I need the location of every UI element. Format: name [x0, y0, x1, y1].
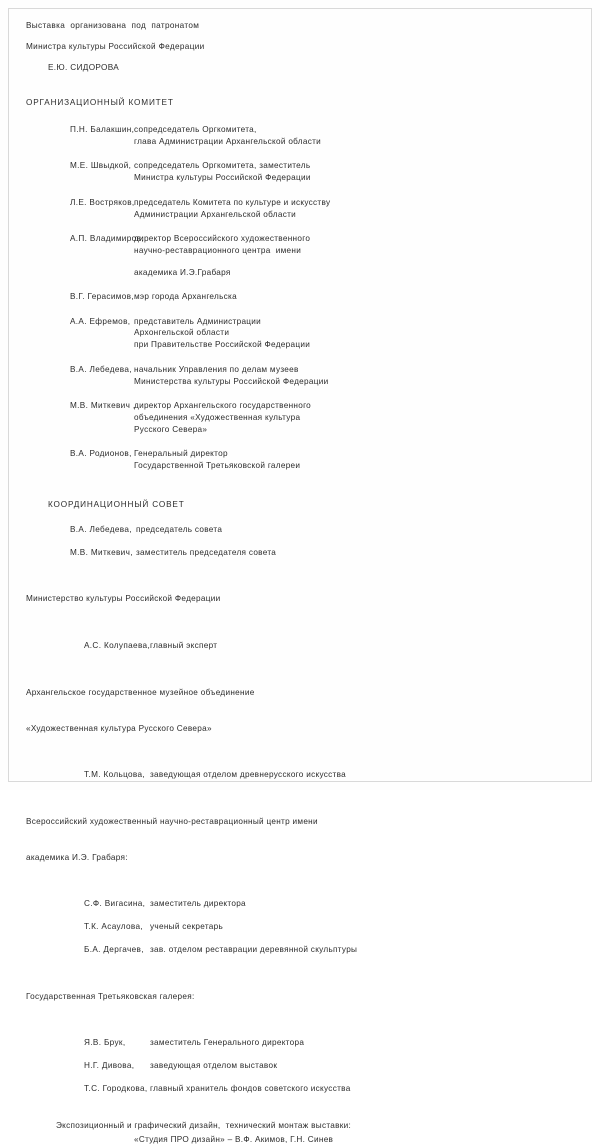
member-name: Т.М. Кольцова, [84, 770, 146, 780]
footer-line-1: Экспозиционный и графический дизайн, технический монтаж выставки: [56, 1120, 352, 1130]
member-description-line: заведующая отделом древнерусского искусства [150, 770, 346, 780]
committee-member-row [26, 291, 564, 303]
intro-line-2: Министра культуры Российской Федерации [26, 41, 205, 51]
council-members [26, 524, 564, 559]
member-name: М.Е. Швыдкой, [70, 161, 132, 171]
member-description-line: Архонгельской области [134, 328, 230, 338]
org-heading-line: Всероссийский художественный научно-реставрационный центр имени [26, 816, 318, 826]
org-members-tretyakov [26, 1037, 564, 1095]
patron-name: Е.Ю. СИДОРОВА [48, 62, 120, 72]
member-description-line: при Правительстве Российской Федерации [134, 340, 311, 350]
member-name: В.А. Лебедева, [70, 364, 132, 374]
committee-member-row [26, 400, 564, 436]
member-name: Н.Г. Дивова, [84, 1061, 135, 1071]
member-description [150, 944, 564, 956]
committee-member-row [26, 364, 564, 388]
committee-member-row [26, 160, 564, 184]
member-description-line: академика И.Э.Грабаря [134, 267, 231, 277]
member-description [150, 1060, 564, 1072]
member-description-line: заместитель Генерального директора [150, 1038, 305, 1048]
committee-member-row [26, 233, 564, 279]
committee-member-row [26, 124, 564, 148]
org-members-arkhangelsk [26, 769, 564, 781]
member-name: Я.В. Брук, [84, 1038, 126, 1048]
org-member-row [26, 1083, 564, 1095]
member-description [134, 316, 564, 352]
member-description [134, 124, 564, 148]
org-heading-ministry [26, 570, 564, 629]
org-heading-line: Архангельское государственное музейное объединение [26, 687, 255, 697]
member-name: Т.С. Городкова, [84, 1084, 148, 1094]
org-member-row [26, 1060, 564, 1072]
member-description-line: заведующая отделом выставок [150, 1061, 278, 1071]
member-name: М.В. Миткевич, [70, 547, 133, 557]
org-heading-line: «Художественная культура Русского Севера» [26, 723, 212, 733]
member-name: А.С. Колупаева, [84, 641, 151, 651]
member-description-line: Государственной Третьяковской галереи [134, 461, 301, 471]
member-name: М.В. Миткевич , [70, 400, 136, 410]
member-description [136, 524, 564, 536]
member-description-line: сопредседатель Оргкомитета, [134, 125, 257, 135]
member-description-line: мэр города Архангельска [134, 292, 237, 302]
member-description-line: главный эксперт [150, 641, 218, 651]
org-member-row [26, 769, 564, 781]
member-description [134, 291, 564, 303]
member-description [150, 1037, 564, 1049]
member-description-line: Министра культуры Российской Федерации [134, 173, 311, 183]
member-description-line: заместитель председателя совета [136, 547, 277, 557]
member-name: А.А. Ефремов, [70, 316, 131, 326]
member-description [150, 921, 564, 933]
member-name: В.А. Лебедева, [70, 524, 132, 534]
footer-line-2: «Студия ПРО дизайн» – В.Ф. Акимов, Г.Н. Синев [134, 1134, 334, 1144]
member-name: П.Н. Балакшин, [70, 125, 135, 135]
member-description [134, 197, 564, 221]
org-heading-line: академика И.Э. Грабаря: [26, 852, 128, 862]
member-description-line: Русского Севера» [134, 424, 208, 434]
member-description-line: директор Всероссийского художественного [134, 233, 311, 243]
council-member-row [26, 524, 564, 536]
org-members-ministry [26, 640, 564, 652]
org-heading-line: Министерство культуры Российской Федерации [26, 594, 221, 604]
member-description-line: директор Архангельского государственного [134, 400, 312, 410]
org-member-row [26, 1037, 564, 1049]
member-name: С.Ф. Вигасина, [84, 899, 146, 909]
member-description-line: глава Администрации Архангельской области [134, 137, 322, 146]
org-heading-tretyakov [26, 967, 564, 1026]
member-description [134, 400, 564, 436]
member-description [150, 1083, 564, 1095]
member-description [134, 233, 564, 279]
section-title-council: КООРДИНАЦИОННЫЙ СОВЕТ [48, 499, 185, 509]
org-member-row [26, 944, 564, 956]
member-description [134, 364, 564, 388]
member-description-line: зав. отделом реставрации деревянной скульптуры [150, 944, 358, 954]
member-description [136, 547, 564, 559]
member-description-line: председатель Комитета по культуре и искусству [134, 197, 331, 207]
org-member-row [26, 898, 564, 910]
member-description-line: представитель Администрации [134, 316, 262, 326]
org-member-row [26, 640, 564, 652]
committee-list [26, 124, 564, 472]
member-description-line: начальник Управления по делам музеев [134, 364, 299, 374]
member-description-line: Администрации Архангельской области [134, 209, 297, 219]
org-members-grabar-center [26, 898, 564, 956]
member-description-line: Генеральный директор [134, 449, 228, 459]
org-heading-line: Государственная Третьяковская галерея: [26, 991, 195, 1001]
member-description-line: заместитель директора [150, 899, 246, 909]
member-description-line: сопредседатель Оргкомитета, заместитель [134, 161, 311, 171]
member-name: Б.А. Дергачев, [84, 944, 144, 954]
member-description-line: научно-реставрационного центра имени [134, 245, 302, 255]
member-description-line: объединения «Художественная культура [134, 412, 301, 422]
member-description [150, 769, 564, 781]
member-name: Л.Е. Востряков, [70, 197, 135, 207]
member-description-line: председатель совета [136, 524, 223, 534]
section-title-committee: ОРГАНИЗАЦИОННЫЙ КОМИТЕТ [26, 98, 174, 108]
org-heading-arkhangelsk [26, 663, 564, 758]
footer-credits [26, 1119, 564, 1147]
council-member-row [26, 547, 564, 559]
member-description-line: Министерства культуры Российской Федерации [134, 376, 329, 386]
member-name: В.А. Родионов, [70, 449, 132, 459]
member-description [150, 640, 564, 652]
member-description [134, 448, 564, 472]
committee-member-row [26, 197, 564, 221]
member-description [150, 898, 564, 910]
member-name: Т.К. Асаулова, [84, 922, 144, 932]
committee-member-row [26, 316, 564, 352]
member-description-line: главный хранитель фондов советского искусства [150, 1084, 351, 1094]
member-description [134, 160, 564, 184]
org-member-row [26, 921, 564, 933]
member-name: В.Г. Герасимов, [70, 292, 134, 302]
intro-line-1: Выставка организована под патронатом [26, 21, 200, 30]
member-description-line: ученый секретарь [150, 922, 224, 932]
committee-member-row [26, 448, 564, 472]
member-name: А.П. Владимиров, [70, 233, 144, 243]
org-heading-grabar-center [26, 792, 564, 887]
